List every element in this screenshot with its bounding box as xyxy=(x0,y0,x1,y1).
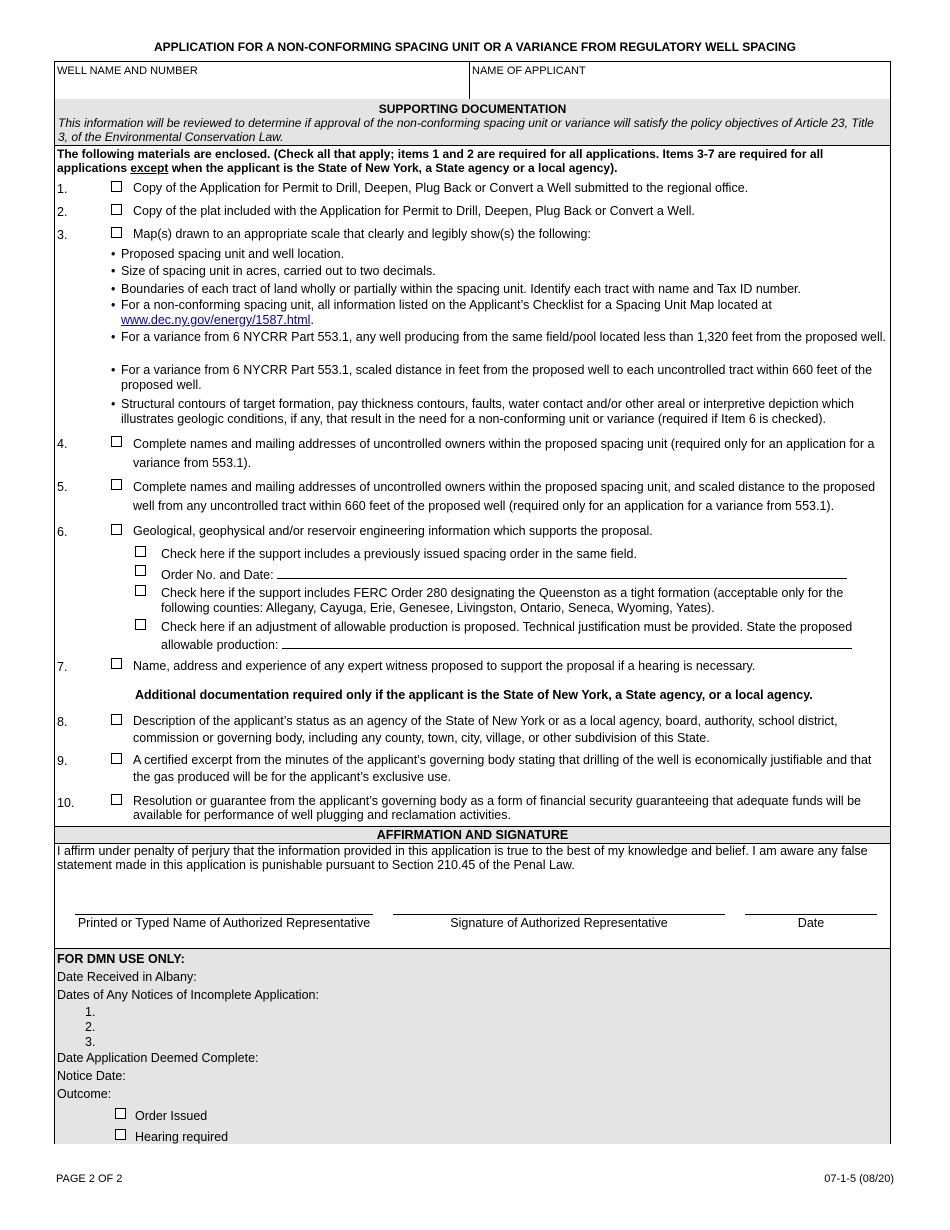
item-2-checkbox[interactable] xyxy=(111,204,122,215)
bullet-item: • For a variance from 6 NYCRR Part 553.1, any well producing from the same field/pool located less than 1,320 feet from the proposed well. xyxy=(121,330,891,345)
item-1-checkbox[interactable] xyxy=(111,181,122,192)
page-number: PAGE 2 OF 2 xyxy=(56,1173,123,1185)
ferc-checkbox[interactable] xyxy=(135,585,146,596)
supporting-documentation-section xyxy=(55,99,890,146)
item-4-text: Complete names and mailing addresses of uncontrolled owners within the proposed spacing unit (required only for an application for a variance from 553.1). xyxy=(133,437,875,470)
spacing-order-text: Check here if the support includes a previously issued spacing order in the same field. xyxy=(161,547,637,561)
spacing-order-checkbox[interactable] xyxy=(135,546,146,557)
printed-name-line[interactable] xyxy=(75,914,373,915)
notice-date-label: Notice Date: xyxy=(57,1069,126,1083)
order-no-field[interactable]: Order No. and Date: xyxy=(161,567,886,583)
item-3-checkbox[interactable] xyxy=(111,227,122,238)
bullet-item: • Structural contours of target formation, pay thickness contours, faults, water contact and/or other areal or interpretive depiction which illustrates geologic conditions, if any, that result in the need for a non-conforming unit or variance (required if Item 6 is checked). xyxy=(121,397,891,427)
item-number: 4. xyxy=(57,437,68,451)
form-title: APPLICATION FOR A NON-CONFORMING SPACING UNIT OR A VARIANCE FROM REGULATORY WELL SPACING xyxy=(154,40,796,54)
item-9-checkbox[interactable] xyxy=(111,753,122,764)
item-1-text: Copy of the Application for Permit to Drill, Deepen, Plug Back or Convert a Well submitted to the regional office. xyxy=(133,181,749,195)
application-form xyxy=(54,61,891,1144)
item-2-text: Copy of the plat included with the Application for Permit to Drill, Deepen, Plug Back or Convert a Well. xyxy=(133,204,695,218)
item-9-text: A certified excerpt from the minutes of the applicant’s governing body stating that drilling of the well is economically justifiable and that the gas produced will be for the applicant’s exclusive use. xyxy=(133,753,872,784)
bullet-item: • For a non-conforming spacing unit, all information listed on the Applicant’s Checklist for a Spacing Unit Map located at www.dec.ny.gov/energy/1587.html. xyxy=(121,298,891,328)
hearing-required-checkbox[interactable] xyxy=(115,1129,126,1140)
item-8-checkbox[interactable] xyxy=(111,714,122,725)
dmn-use-only-section xyxy=(55,948,890,1144)
date-label: Date xyxy=(797,916,825,930)
item-number: 8. xyxy=(57,715,68,729)
item-10-text: Resolution or guarantee from the applicant’s governing body as a form of financial security guaranteeing that adequate funds will be available for performance of well plugging and reclamation activities. xyxy=(133,794,861,822)
item-number: 5. xyxy=(57,480,68,494)
additional-documentation-heading: Additional documentation required only if the applicant is the State of New York, a State agency, or a local agency. xyxy=(135,688,813,702)
supporting-heading: SUPPORTING DOCUMENTATION xyxy=(378,102,567,116)
item-number: 1. xyxy=(57,182,68,196)
notice-number: 2. xyxy=(85,1020,96,1034)
allowable-production-checkbox[interactable] xyxy=(135,619,146,630)
bullet-item: • For a variance from 6 NYCRR Part 553.1, scaled distance in feet from the proposed well to each uncontrolled tract within 660 feet of the proposed well. xyxy=(121,363,891,393)
order-no-line[interactable] xyxy=(277,567,847,579)
ferc-text: Check here if the support includes FERC Order 280 designating the Queenston as a tight formation (acceptable only for the following counties: Allegany, Cayuga, Erie, Genesee, Livingston, Ontario, Seneca, Wyoming, Yates). xyxy=(161,586,844,615)
allowable-production-line[interactable] xyxy=(282,637,852,649)
applicant-name-field[interactable] xyxy=(470,62,890,99)
header-row xyxy=(55,62,890,100)
item-number: 3. xyxy=(57,228,68,242)
date-received-label: Date Received in Albany: xyxy=(57,970,197,984)
item-6-checkbox[interactable] xyxy=(111,524,122,535)
item-5-checkbox[interactable] xyxy=(111,479,122,490)
item-10-checkbox[interactable] xyxy=(111,794,122,805)
hearing-required-label: Hearing required xyxy=(135,1130,229,1144)
affirmation-text: I affirm under penalty of perjury that the information provided in this application is true to the best of my knowledge and belief. I am aware any false statement made in this application is punishable pursuant to Section 210.45 of the Penal Law. xyxy=(57,844,868,872)
form-number: 07-1-5 (08/20) xyxy=(824,1173,894,1185)
item-number: 2. xyxy=(57,205,68,219)
printed-name-label: Printed or Typed Name of Authorized Representative xyxy=(77,916,371,930)
applicant-label: NAME OF APPLICANT xyxy=(472,65,586,77)
intro-text: The following materials are enclosed. (Check all that apply; items 1 and 2 are required for all applications. Items 3-7 are required for all applications except when the applicant is the State of New York, a State agency or a local agency). xyxy=(57,147,824,175)
notice-number: 1. xyxy=(85,1005,96,1019)
item-4-checkbox[interactable] xyxy=(111,436,122,447)
bullet-item: • Boundaries of each tract of land wholly or partially within the spacing unit. Identify each tract with name and Tax ID number. xyxy=(121,282,891,297)
date-line[interactable] xyxy=(745,914,877,915)
order-issued-checkbox[interactable] xyxy=(115,1108,126,1119)
notices-label: Dates of Any Notices of Incomplete Application: xyxy=(57,988,319,1002)
order-no-checkbox[interactable] xyxy=(135,565,146,576)
affirmation-heading: AFFIRMATION AND SIGNATURE xyxy=(55,826,890,844)
item-6-text: Geological, geophysical and/or reservoir engineering information which supports the proposal. xyxy=(133,524,653,538)
well-name-field[interactable] xyxy=(55,62,470,99)
signature-label: Signature of Authorized Representative xyxy=(450,916,668,930)
notice-number: 3. xyxy=(85,1035,96,1049)
item-8-text: Description of the applicant’s status as an agency of the State of New York or as a local agency, board, authority, school district, commission or governing body, including any county, town, city, village, or other subdivision of this State. xyxy=(133,714,838,745)
bullet-item: • Size of spacing unit in acres, carried out to two decimals. xyxy=(121,264,891,279)
order-issued-label: Order Issued xyxy=(135,1109,208,1123)
item-number: 7. xyxy=(57,660,68,674)
allowable-production-field[interactable]: allowable production: xyxy=(161,637,886,653)
item-number: 10. xyxy=(57,796,75,810)
date-complete-label: Date Application Deemed Complete: xyxy=(57,1051,259,1065)
bullet-item: • Proposed spacing unit and well location. xyxy=(121,247,891,262)
signature-line[interactable] xyxy=(393,914,725,915)
allowable-production-text: Check here if an adjustment of allowable production is proposed. Technical justification must be provided. State the proposed xyxy=(161,620,853,634)
well-name-label: WELL NAME AND NUMBER xyxy=(57,65,198,77)
item-number: 9. xyxy=(57,754,68,768)
item-5-text: Complete names and mailing addresses of uncontrolled owners within the proposed spacing unit, and scaled distance to the proposed well from any uncontrolled tract within 660 feet of the proposed well (required only for an application for a variance from 553.1). xyxy=(133,480,876,513)
item-7-text: Name, address and experience of any expert witness proposed to support the proposal if a hearing is necessary. xyxy=(133,659,756,673)
supporting-description: This information will be reviewed to determine if approval of the non-conforming spacing unit or variance will satisfy the policy objectives of Article 23, Title 3, of the Environmental Conservation Law. xyxy=(58,116,874,144)
item-number: 6. xyxy=(57,525,68,539)
item-7-checkbox[interactable] xyxy=(111,658,122,669)
checklist-link[interactable]: www.dec.ny.gov/energy/1587.html xyxy=(121,313,311,327)
dmn-heading: FOR DMN USE ONLY: xyxy=(57,952,185,966)
item-3-text: Map(s) drawn to an appropriate scale that clearly and legibly show(s) the following: xyxy=(133,227,591,241)
outcome-label: Outcome: xyxy=(57,1087,112,1101)
